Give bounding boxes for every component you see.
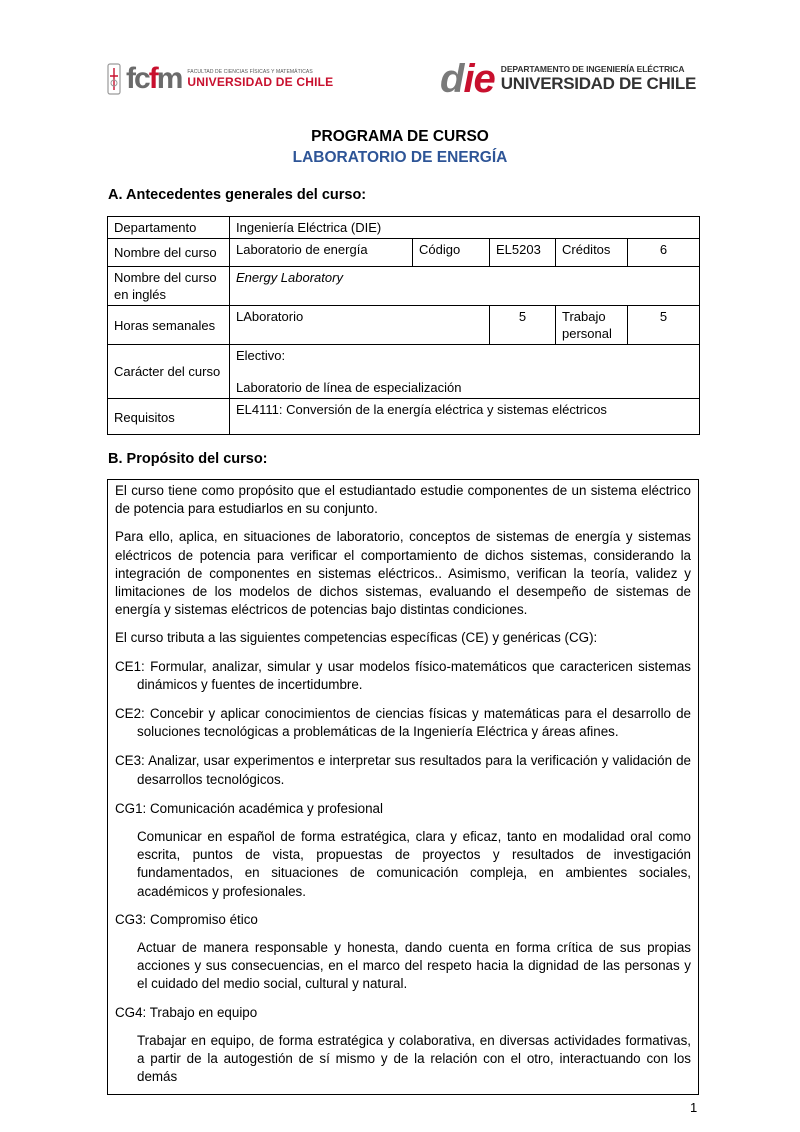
die-department-name: DEPARTAMENTO DE INGENIERÍA ELÉCTRICA: [500, 64, 685, 74]
die-logo: [440, 58, 696, 100]
competency-cg1-body: Comunicar en español de forma estratégica, clara y eficaz, tanto en modalidad oral como escrita, puntos de vista, propuestas de proyectos y resultados de investigación fundamentados, en situaciones de comunicación compleja, en ambientes sociales, académicos y profesionales.: [137, 829, 691, 899]
caracter-value: [230, 345, 700, 399]
competency-cg4-title: CG4: Trabajo en equipo: [115, 1004, 258, 1020]
competency-cg1-title: CG1: Comunicación académica y profesional: [115, 800, 383, 816]
horas-trabajo-value: 5: [628, 306, 700, 345]
competency-ce1: CE1: Formular, analizar, simular y usar modelos físico-matemáticos que caractericen sistemas dinámicos y fuentes de incertidumbre.: [115, 658, 691, 692]
competency-cg3-body: Actuar de manera responsable y honesta, dando cuenta en forma crítica de sus propias acciones y sus consecuencias, en el marco del respeto hacia la dignidad de las personas y el cuidado del medio social, cultural y natural.: [137, 940, 691, 992]
university-seal-icon: [106, 60, 122, 98]
course-info-table: [107, 216, 700, 435]
die-wordmark: die: [440, 57, 495, 101]
competency-ce3: CE3: Analizar, usar experimentos e interpretar sus resultados para la verificación y validación de desarrollos tecnológicos.: [115, 753, 691, 787]
creditos-value: 6: [628, 239, 700, 267]
requisitos-label: Requisitos: [108, 399, 230, 435]
purpose-paragraph-2: Para ello, aplica, en situaciones de laboratorio, conceptos de sistemas de energía y sistemas eléctricos de potencia para verificar el comportamiento de dichos sistemas, considerando la integración de componentes en sistemas eléctricos.. Asimismo, verifican la teoría, validez y limitaciones de los modelos de dichos sistemas, evaluando el desempeño de sistemas de energía y sistemas eléctricos de potencias bajo distintas condiciones.: [115, 529, 691, 618]
caracter-line-1: Electivo:: [236, 348, 286, 363]
fcfm-faculty-name: FACULTAD DE CIENCIAS FÍSICAS Y MATEMÁTICAS: [187, 69, 313, 75]
caracter-line-2: Laboratorio de línea de especialización: [236, 380, 462, 395]
table-row: [108, 306, 700, 345]
section-b-heading: B. Propósito del curso:: [108, 451, 268, 467]
nombre-label: Nombre del curso: [108, 239, 230, 267]
codigo-value: EL5203: [490, 239, 556, 267]
fcfm-university-name: UNIVERSIDAD DE CHILE: [187, 75, 334, 89]
horas-trabajo-label: Trabajo personal: [556, 306, 628, 345]
caracter-label: Carácter del curso: [108, 345, 230, 399]
purpose-paragraph-1: El curso tiene como propósito que el estudiantado estudie componentes de un sistema eléctrico de potencia para estudiarlos en su conjunto.: [115, 483, 691, 517]
competency-ce2: CE2: Concebir y aplicar conocimientos de ciencias físicas y matemáticas para el desarrollo de soluciones tecnológicas a problemáticas de la Ingeniería Eléctrica y áreas afines.: [115, 706, 691, 740]
purpose-box: [107, 479, 699, 1095]
departamento-value: Ingeniería Eléctrica (DIE): [230, 217, 700, 239]
nombre-value: Laboratorio de energía: [230, 239, 413, 267]
horas-lab-value: 5: [490, 306, 556, 345]
creditos-label: Créditos: [556, 239, 628, 267]
document-title: PROGRAMA DE CURSO: [311, 128, 489, 145]
requisitos-value: EL4111: Conversión de la energía eléctrica y sistemas eléctricos: [230, 399, 700, 435]
nombre-ingles-value: Energy Laboratory: [230, 267, 700, 306]
nombre-ingles-label: Nombre del curso en inglés: [108, 267, 230, 306]
section-a-heading: A. Antecedentes generales del curso:: [108, 187, 367, 203]
table-row: [108, 399, 700, 435]
fcfm-wordmark: fcfm: [126, 62, 182, 95]
table-row: [108, 267, 700, 306]
table-row: [108, 239, 700, 267]
codigo-label: Código: [413, 239, 490, 267]
horas-label: Horas semanales: [108, 306, 230, 345]
fcfm-logo: [106, 58, 333, 100]
course-title: LABORATORIO DE ENERGÍA: [292, 149, 508, 166]
die-university-name: UNIVERSIDAD DE CHILE: [500, 74, 696, 93]
competency-cg3-title: CG3: Compromiso ético: [115, 911, 258, 927]
page-number: 1: [690, 1100, 698, 1115]
table-row: [108, 345, 700, 399]
horas-lab-label: LAboratorio: [230, 306, 490, 345]
purpose-paragraph-3: El curso tributa a las siguientes competencias específicas (CE) y genéricas (CG):: [115, 630, 598, 646]
competency-cg4-body: Trabajar en equipo, de forma estratégica y colaborativa, en diversas actividades formativas, a partir de la autogestión de sí mismo y de la relación con el otro, interactuando con los demás: [137, 1032, 691, 1085]
departamento-label: Departamento: [108, 217, 230, 239]
table-row: [108, 217, 700, 239]
